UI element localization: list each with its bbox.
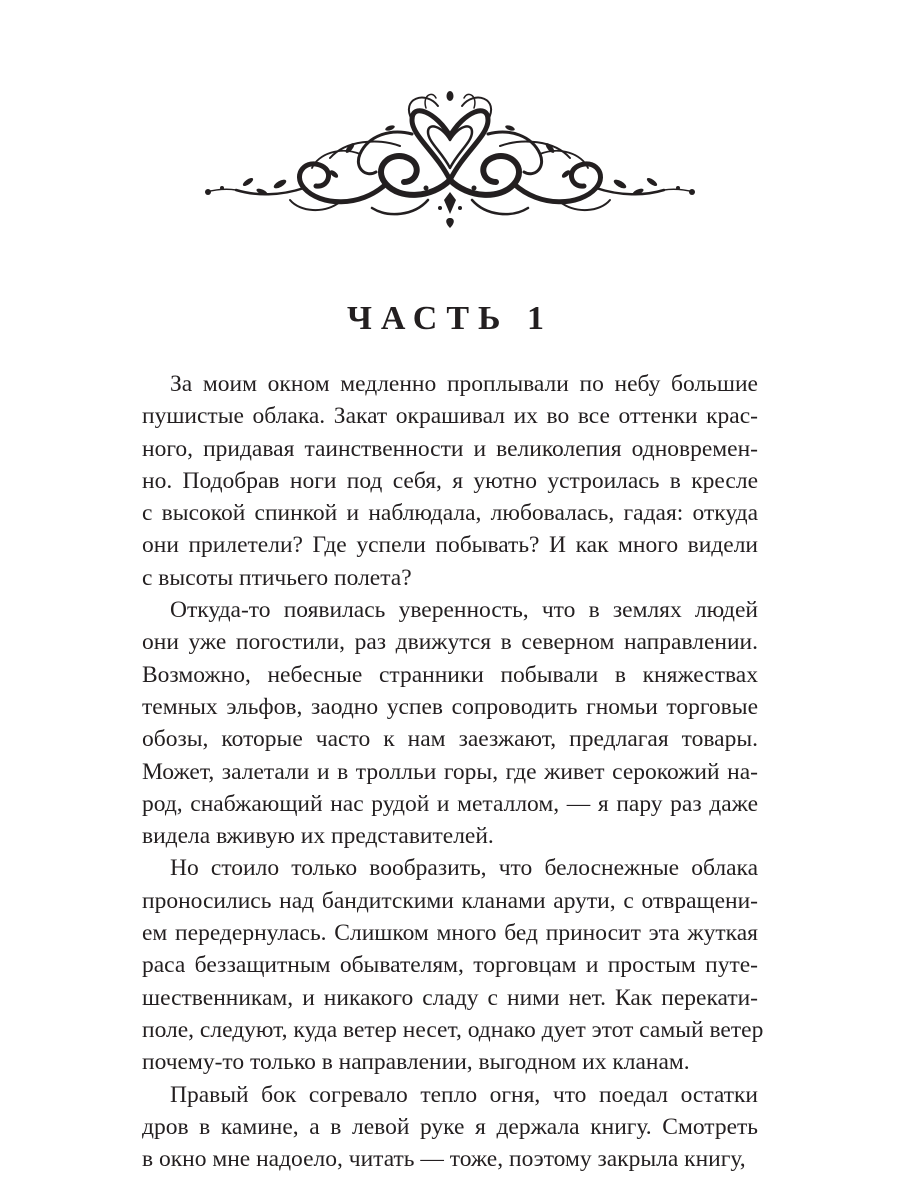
body-text (142, 368, 764, 1175)
text-line: они уже погостили, раз движутся в северном направлении. (142, 629, 758, 656)
paragraph (142, 852, 764, 1078)
text-line: Может, залетали и в тролльи горы, где живет серокожий на- (142, 758, 758, 785)
text-line: ного, придавая таинственности и великолепия одновремен- (142, 435, 758, 462)
text-line: обозы, которые часто к нам заезжают, предлагая товары. (142, 726, 758, 753)
text-line: За моим окном медленно проплывали по небу большие (170, 371, 758, 397)
text-line: видела вживую их представителей. (142, 823, 494, 850)
text-line: шественникам, и никакого сладу с ними нет. Как перекати- (142, 984, 758, 1011)
text-line: с высоты птичьего полета? (142, 564, 412, 591)
text-line: дров в камине, а в левой руке я держала книгу. Смотреть (142, 1113, 758, 1140)
text-line: темных эльфов, заодно успев сопроводить гномьи торговые (142, 693, 758, 720)
text-line: они прилетели? Где успели побывать? И как много видели (142, 532, 758, 559)
text-line: ем передернулась. Слишком много бед приносит эта жуткая (142, 920, 758, 947)
text-line: но. Подобрав ноги под себя, я уютно устроилась в кресле (142, 467, 758, 494)
text-line: с высокой спинкой и наблюдала, любовалась, гадая: откуда (142, 500, 758, 527)
heart-flourish-ornament-icon (200, 88, 700, 238)
text-line: пушистые облака. Закат окрашивал их во все оттенки крас- (142, 403, 758, 430)
text-line: Но стоило только вообразить, что белоснежные облака (170, 855, 758, 882)
text-line: Правый бок согревало тепло огня, что поедал остатки (170, 1081, 758, 1108)
text-line: поле, следуют, куда ветер несет, однако дует этот самый ветер (142, 1016, 764, 1043)
paragraph (142, 368, 758, 594)
text-line: раса беззащитным обывателям, торговцам и простым путе- (142, 952, 758, 979)
text-line: Возможно, небесные странники побывали в княжествах (142, 661, 758, 688)
text-line: в окно мне надоело, читать — тоже, поэтому закрыла книгу, (142, 1146, 746, 1173)
chapter-title: ЧАСТЬ 1 (346, 300, 554, 337)
text-line: почему-то только в направлении, выгодном их кланам. (142, 1049, 690, 1076)
paragraph (142, 1079, 758, 1176)
text-line: род, снабжающий нас рудой и металлом, — я пару раз даже (142, 790, 758, 817)
text-line: Откуда-то появилась уверенность, что в землях людей (170, 597, 758, 624)
text-line: проносились над бандитскими кланами арути, с отвращени- (142, 887, 758, 914)
paragraph (142, 594, 758, 852)
